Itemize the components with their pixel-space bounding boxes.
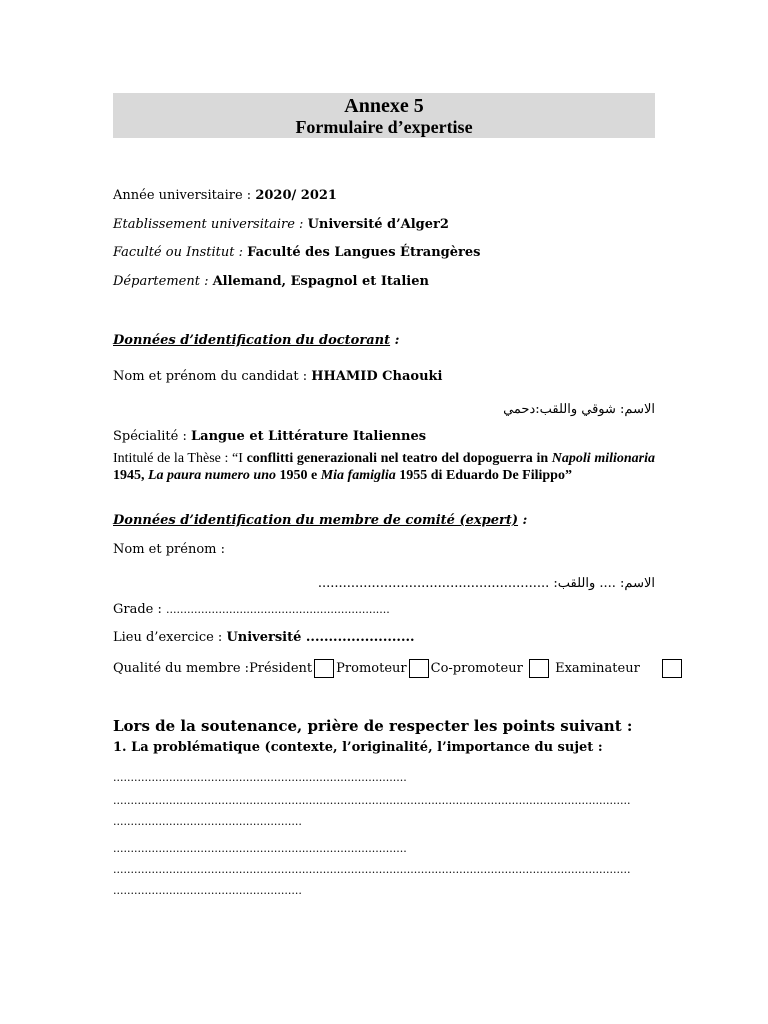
faculte-value: Faculté des Langues Étrangères	[247, 245, 481, 260]
these-title	[113, 450, 655, 484]
president-checkbox[interactable]	[314, 659, 334, 678]
copromoteur-checkbox[interactable]	[529, 659, 549, 678]
these-part1: conflitti generazionali nel teatro del dopoguerra in	[246, 451, 552, 466]
these-italic2: La paura numero uno	[148, 468, 276, 483]
annee-row	[113, 188, 337, 204]
promoteur-checkbox[interactable]	[409, 659, 429, 678]
answer-line-6[interactable]: ......................................................	[113, 884, 302, 897]
these-italic1: Napoli milionaria	[551, 451, 655, 466]
answer-line-2[interactable]: ....................................................................................................................................................	[113, 794, 631, 807]
role-president-label: Président	[249, 661, 313, 676]
page-title: Annexe 5	[344, 95, 424, 117]
specialite-row	[113, 429, 426, 445]
page-subtitle: Formulaire d’expertise	[295, 117, 473, 137]
annee-value: 2020/ 2021	[255, 188, 337, 203]
expert-section-heading	[113, 513, 527, 529]
etablissement-value: Université d’Alger2	[307, 217, 449, 232]
role-promoteur-label: Promoteur	[336, 661, 407, 676]
departement-value: Allemand, Espagnol et Italien	[212, 274, 429, 289]
doctorant-section-colon: :	[390, 333, 400, 348]
examinateur-checkbox[interactable]	[662, 659, 682, 678]
candidat-row	[113, 369, 442, 385]
form-header	[113, 93, 655, 138]
answer-line-3[interactable]: ......................................................	[113, 815, 302, 828]
candidat-label: Nom et prénom du candidat :	[113, 369, 312, 384]
answer-line-5[interactable]: ....................................................................................................................................................	[113, 863, 631, 876]
answer-line-4[interactable]: ....................................................................................	[113, 842, 407, 855]
expert-section-colon: :	[518, 513, 528, 528]
expert-arabic-line: الاسم: .... واللقب: ........................................................	[317, 576, 655, 591]
doctorant-section-heading	[113, 333, 399, 349]
faculte-row	[113, 245, 480, 261]
these-italic3: Mia famiglia	[320, 468, 396, 483]
answer-line-1[interactable]: ....................................................................................	[113, 771, 407, 784]
annee-label: Année universitaire :	[113, 188, 256, 203]
etablissement-row	[113, 217, 449, 233]
grade-row[interactable]	[113, 602, 390, 618]
departement-label: Département :	[113, 274, 213, 289]
expert-section-title: Données d’identification du membre de comité (expert)	[113, 513, 519, 528]
role-examinateur-label: Examinateur	[555, 661, 640, 676]
these-part4: 1955 di Eduardo De Filippo”	[395, 468, 572, 483]
lieu-label: Lieu d’exercice :	[113, 630, 227, 645]
grade-dots: ................................................................	[166, 603, 390, 616]
specialite-label: Spécialité :	[113, 429, 191, 444]
doctorant-section-title: Données d’identification du doctorant	[113, 333, 391, 348]
qualite-label: Qualité du membre :	[113, 661, 250, 676]
candidat-value: HHAMID Chaouki	[311, 369, 443, 384]
expert-nom-label: Nom et prénom :	[113, 542, 225, 557]
lieu-value: Université ........................	[226, 630, 415, 645]
qualite-row	[113, 659, 684, 678]
grade-label: Grade :	[113, 602, 167, 617]
candidat-arabic-name: الاسم: شوقي واللقب:دحمي	[503, 402, 655, 417]
lieu-row[interactable]	[113, 630, 415, 646]
point-1-heading: 1. La problématique (contexte, l’originalité, l’importance du sujet :	[113, 740, 603, 755]
these-part2: 1945,	[113, 468, 148, 483]
role-copromoteur-label: Co-promoteur	[430, 661, 523, 676]
these-part3: 1950 e	[275, 468, 321, 483]
departement-row	[113, 274, 429, 290]
faculte-label: Faculté ou Institut :	[113, 245, 248, 260]
specialite-value: Langue et Littérature Italiennes	[191, 429, 427, 444]
soutenance-heading: Lors de la soutenance, prière de respecter les points suivant :	[113, 717, 633, 735]
etablissement-label: Etablissement universitaire :	[113, 217, 308, 232]
these-label: Intitulé de la Thèse : “I	[113, 451, 247, 466]
